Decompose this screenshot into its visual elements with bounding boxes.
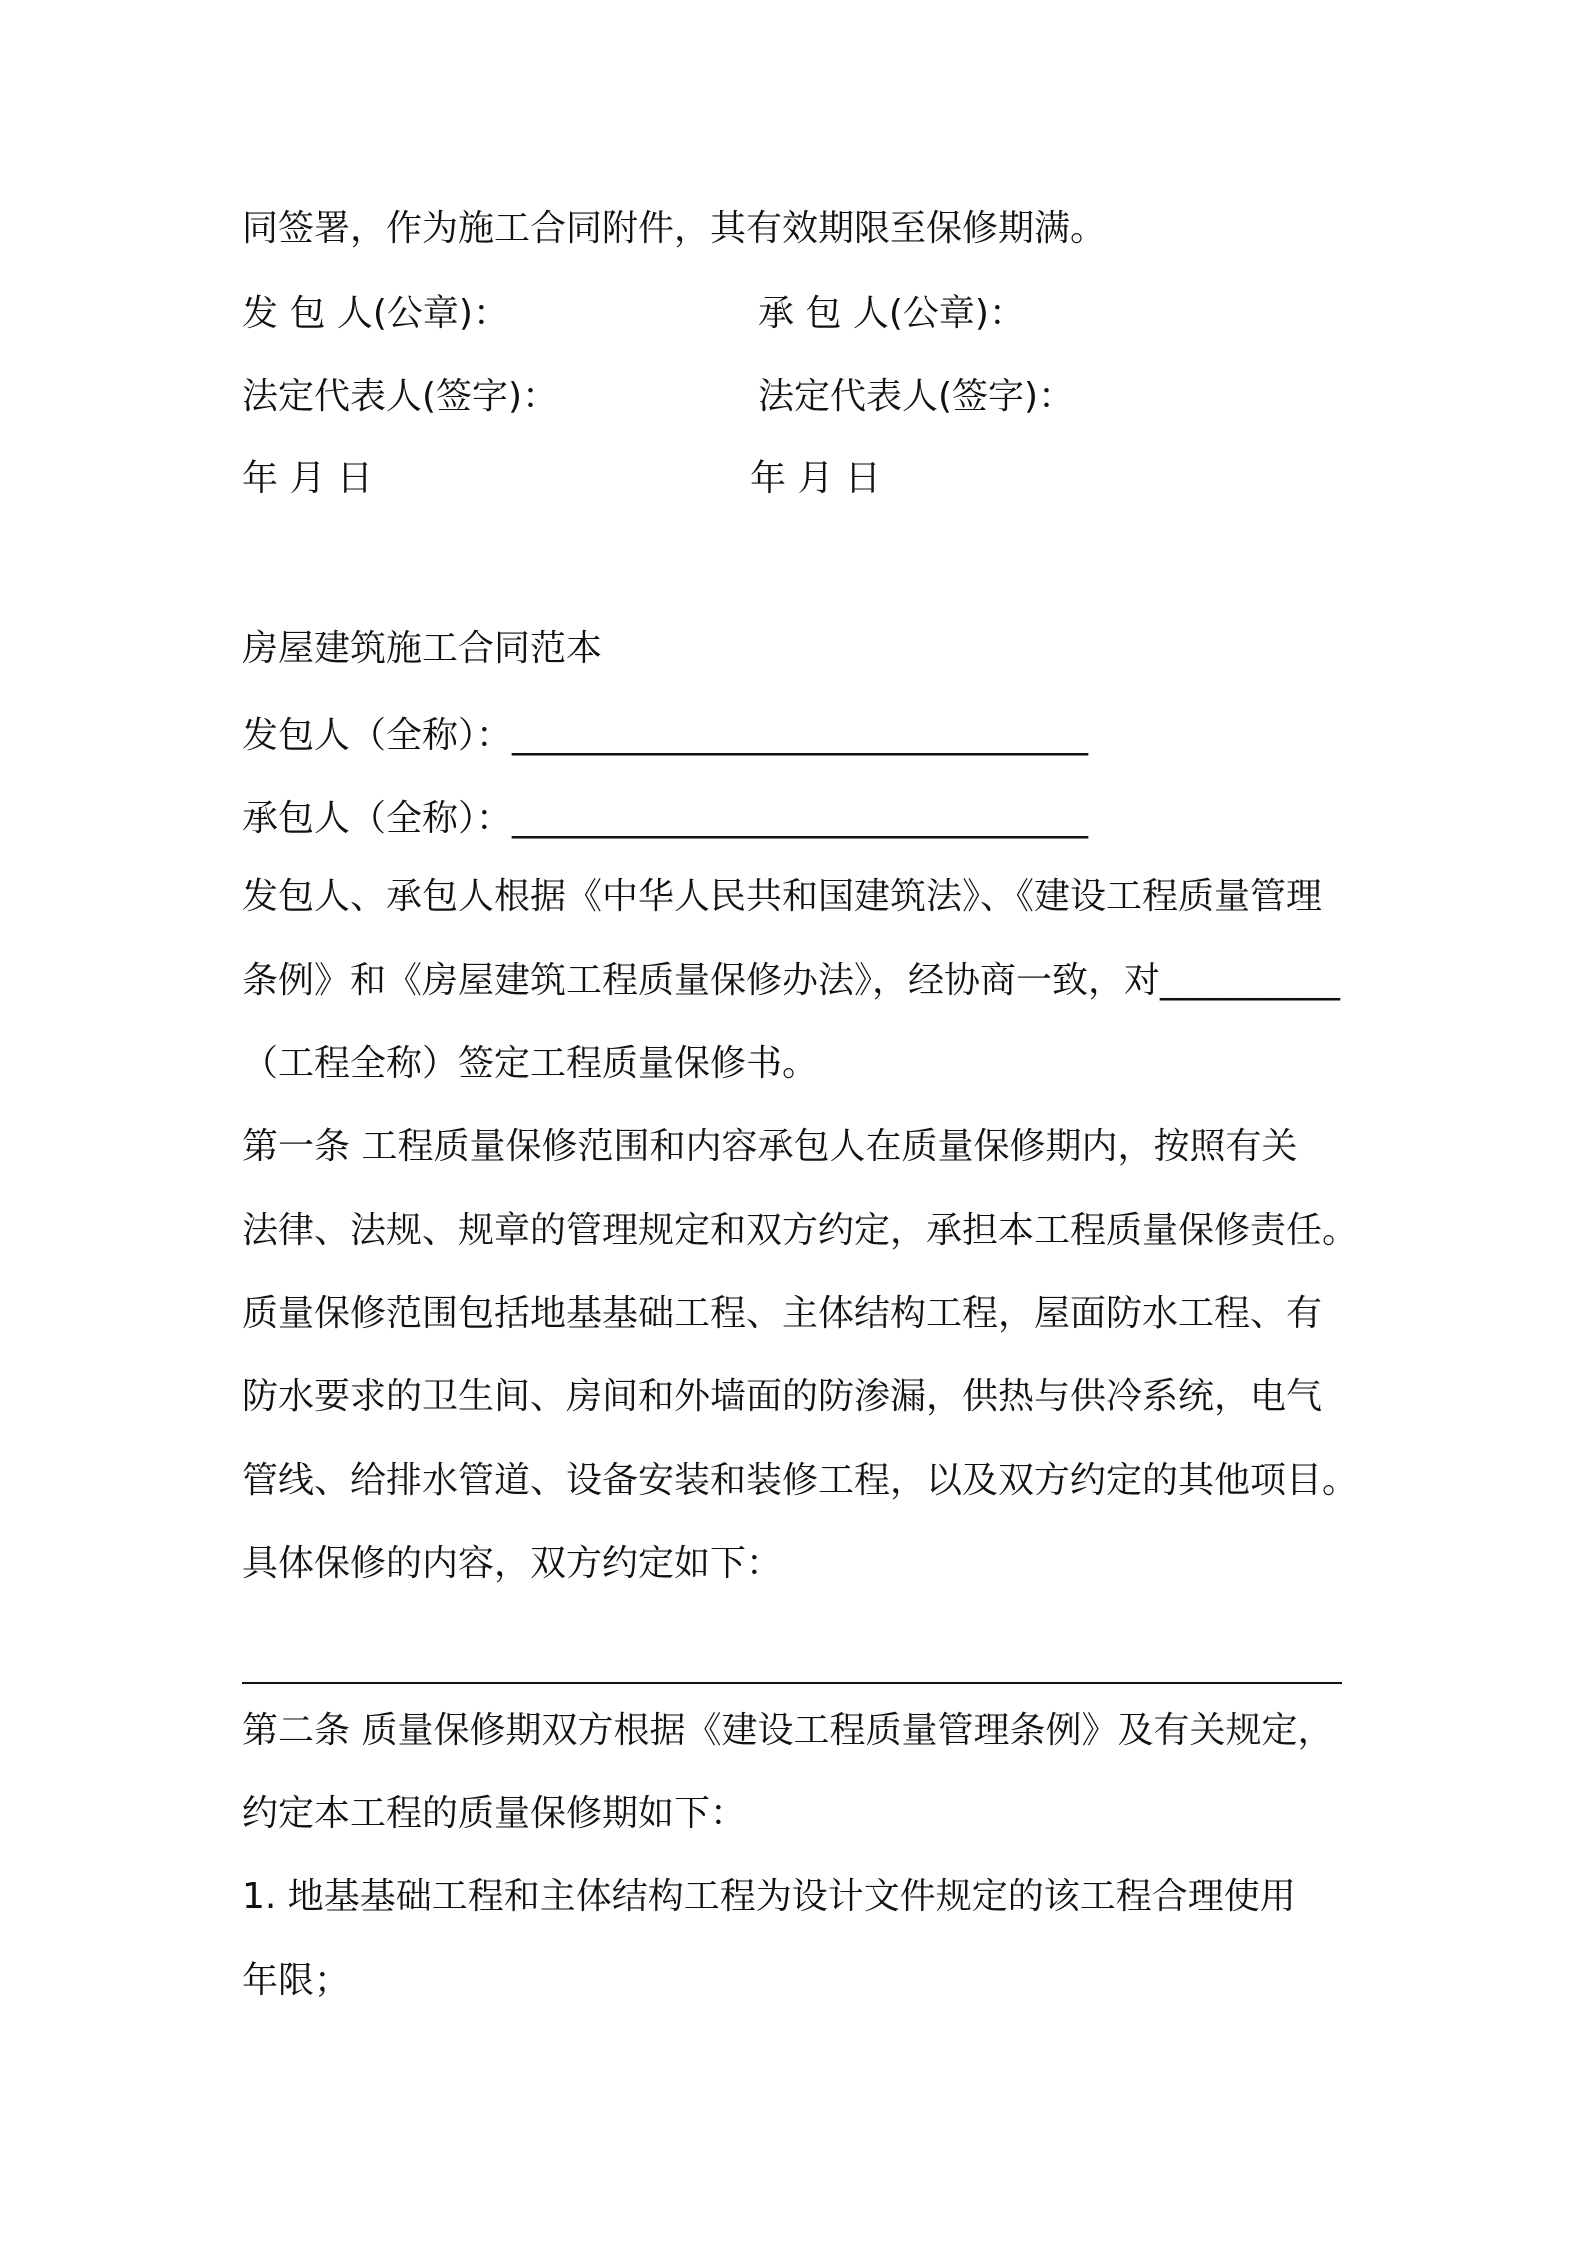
article1-line-3: 质量保修范围包括地基基础工程、主体结构工程，屋面防水工程、有 — [242, 1293, 1323, 1334]
contractor-name-line: 承包人（全称）：________________________________ — [242, 798, 1089, 839]
item1-line-1: 1. 地基基础工程和主体结构工程为设计文件规定的该工程合理使用 — [242, 1876, 1296, 1917]
article1-line-5: 管线、给排水管道、设备安装和装修工程，以及双方约定的其他项目。 — [242, 1460, 1359, 1501]
document-title: 房屋建筑施工合同范本 — [242, 628, 603, 669]
contractor-date-label: 年 月 日 — [750, 458, 881, 499]
intro-line-3: （工程全称）签定工程质量保修书。 — [242, 1043, 819, 1084]
intro-line-1: 发包人、承包人根据《中华人民共和国建筑法》、《建设工程质量管理 — [242, 876, 1323, 917]
article2-line-2: 约定本工程的质量保修期如下： — [242, 1793, 747, 1834]
contractor-seal-label: 承 包 人(公章)： — [758, 293, 1025, 334]
contractor-rep-label: 法定代表人(签字)： — [758, 376, 1075, 417]
article1-line-6: 具体保修的内容，双方约定如下： — [242, 1543, 783, 1584]
closing-line: 同签署，作为施工合同附件，其有效期限至保修期满。 — [242, 208, 1107, 249]
intro-line-2: 条例》和《房屋建筑工程质量保修办法》，经协商一致，对__________ — [242, 960, 1341, 1001]
employer-name-line: 发包人（全称）：________________________________ — [242, 715, 1089, 756]
article1-line-1: 第一条 工程质量保修范围和内容承包人在质量保修期内，按照有关 — [242, 1126, 1298, 1167]
employer-seal-label: 发 包 人(公章)： — [242, 293, 509, 334]
employer-date-label: 年 月 日 — [242, 458, 373, 499]
article1-line-2: 法律、法规、规章的管理规定和双方约定，承担本工程质量保修责任。 — [242, 1210, 1359, 1251]
blank-fill-line — [242, 1682, 1342, 1684]
employer-rep-label: 法定代表人(签字)： — [242, 376, 559, 417]
article1-line-4: 防水要求的卫生间、房间和外墙面的防渗漏，供热与供冷系统，电气 — [242, 1376, 1323, 1417]
article2-line-1: 第二条 质量保修期双方根据《建设工程质量管理条例》及有关规定， — [242, 1710, 1334, 1751]
item1-line-2: 年限； — [242, 1960, 351, 2001]
